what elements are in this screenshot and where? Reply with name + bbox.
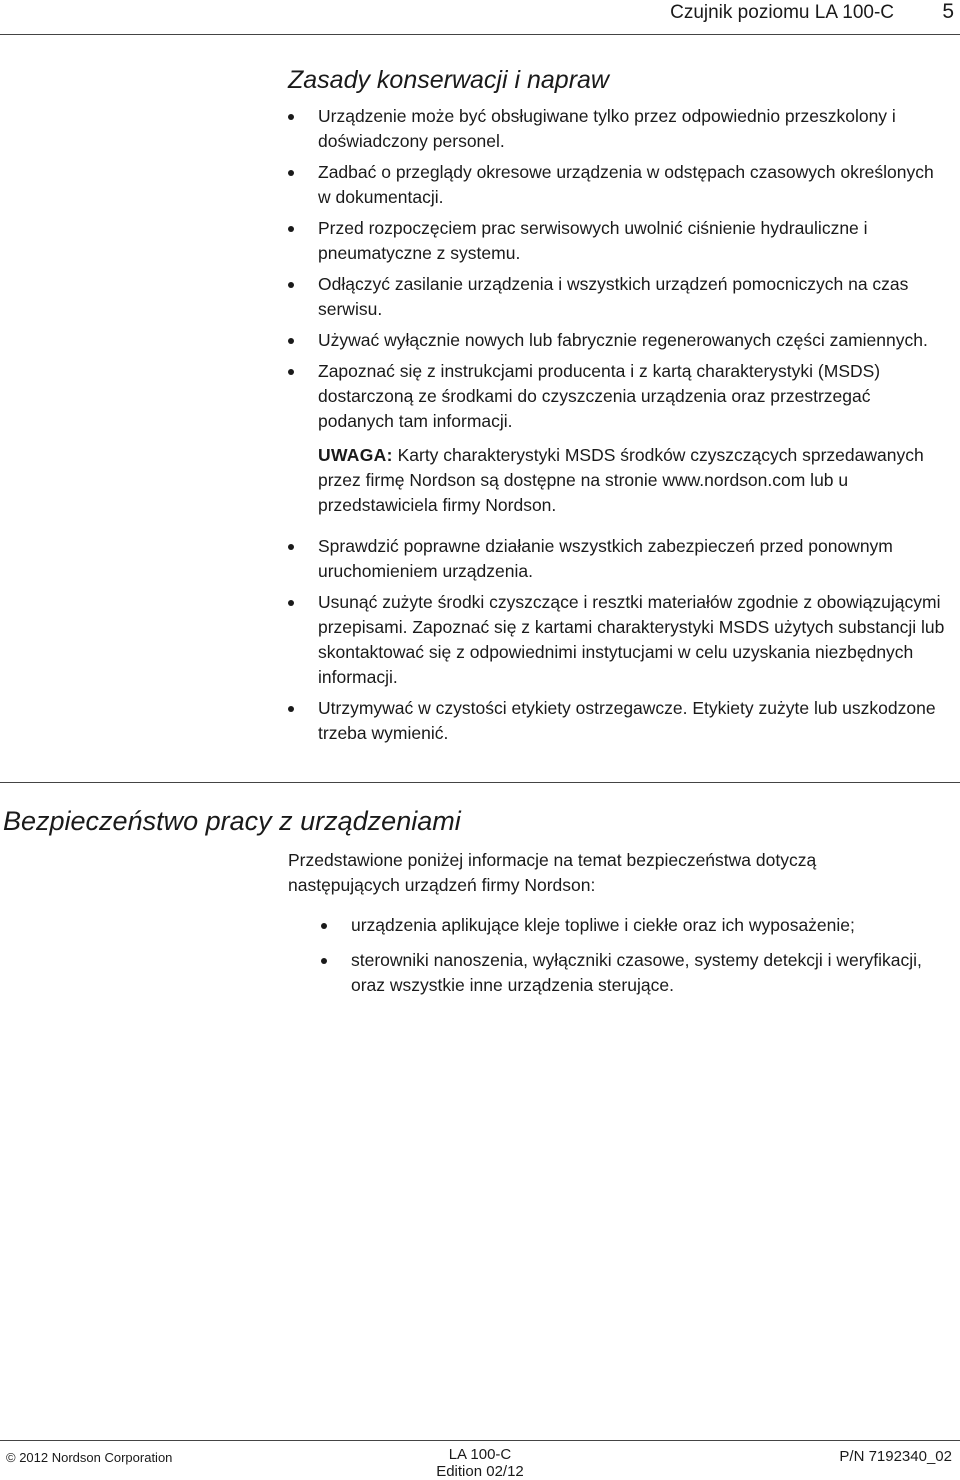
note-label: UWAGA: xyxy=(318,445,393,465)
page-footer xyxy=(0,1440,960,1480)
note-text: Karty charakterystyki MSDS środków czyszczących sprzedawanych przez firmę Nordson są dostępne na stronie www.nordson.com lub u przedstawiciela firmy Nordson. xyxy=(318,445,924,515)
list-item: Usunąć zużyte środki czyszczące i resztki materiałów zgodnie z obowiązującymi przepisami. Zapoznać się z kartami charakterystyki MSDS użytych substancji lub skontaktować się z odpowiednimi instytucjami w celu uzyskania niezbędnych informacji. xyxy=(318,590,948,690)
footer-model: LA 100-C xyxy=(448,1446,512,1463)
list-item: Używać wyłącznie nowych lub fabrycznie regenerowanych części zamiennych. xyxy=(318,328,948,353)
list-item: urządzenia aplikujące kleje topliwe i ciekłe oraz ich wyposażenie; xyxy=(351,913,941,938)
list-item: sterowniki nanoszenia, wyłączniki czasowe, systemy detekcji i weryfikacji, oraz wszystkie inne urządzenia sterujące. xyxy=(351,948,941,998)
list-item: Urządzenie może być obsługiwane tylko przez odpowiednio przeszkolony i doświadczony personel. xyxy=(318,104,948,154)
section-intro: Przedstawione poniżej informacje na temat bezpieczeństwa dotyczą następujących urządzeń firmy Nordson: xyxy=(288,850,817,895)
section-title-maintenance: Zasady konserwacji i napraw xyxy=(288,66,609,94)
list-item: Odłączyć zasilanie urządzenia i wszystkich urządzeń pomocniczych na czas serwisu. xyxy=(318,272,948,322)
header-title: Czujnik poziomu LA 100-C xyxy=(670,2,894,23)
page-header xyxy=(0,0,960,38)
list-item: Zadbać o przeglądy okresowe urządzenia w odstępach czasowych określonych w dokumentacji. xyxy=(318,160,948,210)
note-block xyxy=(318,443,948,518)
list-item: Utrzymywać w czystości etykiety ostrzegawcze. Etykiety zużyte lub uszkodzone trzeba wymienić. xyxy=(318,696,948,746)
page-number: 5 xyxy=(942,0,954,23)
footer-copyright: © 2012 Nordson Corporation xyxy=(6,1450,173,1465)
list-item: Sprawdzić poprawne działanie wszystkich zabezpieczeń przed ponownym uruchomieniem urządzenia. xyxy=(318,534,948,584)
footer-center xyxy=(410,1446,550,1480)
header-rule xyxy=(0,34,960,35)
list-item: Zapoznać się z instrukcjami producenta i z kartą charakterystyki (MSDS) dostarczoną ze środkami do czyszczenia urządzenia oraz przestrzegać podanych tam informacji. xyxy=(318,359,948,434)
section-divider xyxy=(0,782,960,783)
footer-edition: Edition 02/12 xyxy=(436,1463,524,1480)
maintenance-list xyxy=(318,104,948,752)
equipment-list xyxy=(351,913,941,1008)
footer-part-number: P/N 7192340_02 xyxy=(839,1448,952,1465)
section-title-equipment-safety: Bezpieczeństwo pracy z urządzeniami xyxy=(3,806,461,836)
footer-rule xyxy=(0,1440,960,1441)
list-item: Przed rozpoczęciem prac serwisowych uwolnić ciśnienie hydrauliczne i pneumatyczne z systemu. xyxy=(318,216,948,266)
